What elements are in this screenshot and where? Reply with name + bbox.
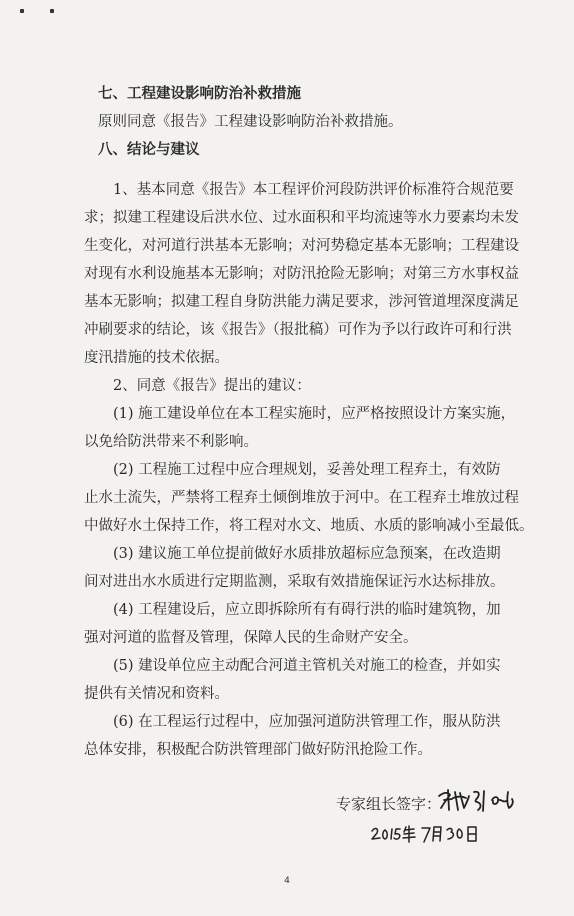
paragraph-1-line: 冲刷要求的结论，该《报告》（报批稿）可作为予以行政许可和行洪 xyxy=(84,322,512,338)
paragraph-1-line: 基本无影响；拟建工程自身防洪能力满足要求，涉河管道埋深度满足 xyxy=(84,294,519,310)
signature-label: 专家组长签字： xyxy=(336,795,442,813)
section-7-heading: 七、工程建设影响防治补救措施 xyxy=(98,85,301,102)
section-8-heading: 八、结论与建议 xyxy=(98,141,200,158)
section-7-body: 原则同意《报告》工程建设影响防治补救措施。 xyxy=(98,114,403,130)
suggestion-3-line: 间对进出水水质进行定期监测，采取有效措施保证污水达标排放。 xyxy=(84,574,505,590)
suggestion-6-line: 总体安排，积极配合防洪管理部门做好防汛抢险工作。 xyxy=(84,742,432,758)
suggestion-1-line: 以免给防洪带来不利影响。 xyxy=(84,434,258,450)
suggestion-2-line: 中做好水土保持工作，将工程对水文、地质、水质的影响减小至最低。 xyxy=(84,518,534,534)
paragraph-1-line: 求；拟建工程建设后洪水位、过水面积和平均流速等水力要素均未发 xyxy=(84,210,519,226)
paragraph-1-line: 生变化，对河道行洪基本无影响；对河势稳定基本无影响；工程建设 xyxy=(84,238,519,254)
paragraph-2-heading: 2、同意《报告》提出的建议： xyxy=(113,378,311,394)
handwritten-signature xyxy=(436,786,520,816)
handwritten-date xyxy=(370,822,490,848)
suggestion-1-line: (1) 施工建设单位在本工程实施时，应严格按照设计方案实施， xyxy=(113,406,516,422)
page-number: 4 xyxy=(284,876,290,886)
suggestion-2-line: 止水土流失，严禁将工程弃土倾倒堆放于河中。在工程弃土堆放过程 xyxy=(84,490,519,506)
suggestion-6-line: (6) 在工程运行过程中，应加强河道防洪管理工作，服从防洪 xyxy=(113,714,501,730)
suggestion-3-line: (3) 建议施工单位提前做好水质排放超标应急预案，在改造期 xyxy=(113,546,501,562)
paragraph-1-line: 度汛措施的技术依据。 xyxy=(84,350,229,366)
paragraph-1-line: 对现有水利设施基本无影响；对防汛抢险无影响；对第三方水事权益 xyxy=(84,266,519,282)
suggestion-5-line: (5) 建设单位应主动配合河道主管机关对施工的检查，并如实 xyxy=(113,658,501,674)
suggestion-2-line: (2) 工程施工过程中应合理规划，妥善处理工程弃土，有效防 xyxy=(113,462,501,478)
scan-mark xyxy=(50,9,54,13)
paragraph-1-line: 1、基本同意《报告》本工程评价河段防洪评价标准符合规范要 xyxy=(113,182,514,198)
suggestion-4-line: 强对河道的监督及管理，保障人民的生命财产安全。 xyxy=(84,630,418,646)
suggestion-5-line: 提供有关情况和资料。 xyxy=(84,686,229,702)
scan-mark xyxy=(20,9,24,13)
suggestion-4-line: (4) 工程建设后，应立即拆除所有有碍行洪的临时建筑物，加 xyxy=(113,602,501,618)
